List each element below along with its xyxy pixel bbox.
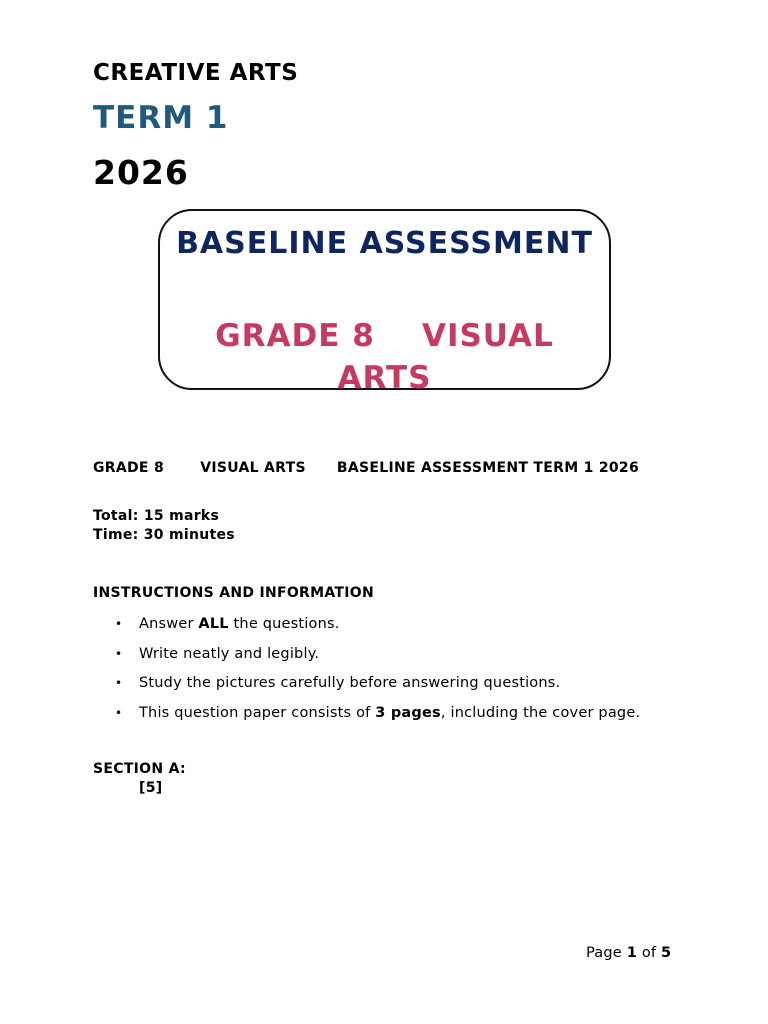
assessment-title-box-content — [160, 211, 609, 396]
bullet-icon: • — [115, 617, 123, 631]
instruction-text-part: , including the cover page. — [440, 704, 641, 721]
instructions-list — [93, 614, 693, 732]
total-pages: 5 — [661, 945, 672, 961]
assessment-type-title: BASELINE ASSESSMENT — [176, 226, 593, 261]
section-a-marks: [5] — [139, 780, 163, 796]
assessment-title-box — [158, 209, 611, 396]
instruction-text — [139, 703, 640, 723]
bullet-icon: • — [115, 676, 123, 690]
instruction-text-part: Write neatly and legibly. — [139, 645, 320, 662]
subject-title: CREATIVE ARTS — [93, 60, 299, 86]
current-page: 1 — [626, 945, 638, 961]
list-item — [93, 644, 693, 674]
instruction-text-part: This question paper consists of — [139, 704, 376, 721]
instruction-text — [139, 673, 560, 693]
year-label: 2026 — [93, 153, 189, 192]
list-item — [93, 673, 693, 703]
section-a-title: SECTION A: — [93, 761, 186, 777]
instruction-text-part: Study the pictures carefully before answering questions. — [139, 675, 561, 691]
instruction-text-part: Answer — [139, 616, 199, 632]
time-allowed: Time: 30 minutes — [93, 527, 235, 543]
term-label: TERM 1 — [93, 100, 229, 136]
instruction-text-part: the questions. — [228, 616, 340, 632]
list-item — [93, 614, 693, 644]
grade-subject-title: GRADE 8 VISUAL ARTS — [215, 318, 566, 396]
bullet-icon: • — [115, 705, 123, 720]
instructions-heading: INSTRUCTIONS AND INFORMATION — [93, 585, 374, 601]
list-item — [93, 703, 693, 733]
instruction-emphasis: ALL — [198, 616, 229, 632]
bullet-icon: • — [115, 646, 123, 661]
page-word: Page — [586, 945, 627, 961]
total-marks: Total: 15 marks — [93, 508, 220, 524]
of-word: of — [637, 945, 662, 961]
instruction-text — [139, 644, 319, 664]
instruction-text — [139, 614, 340, 634]
marks-and-time — [93, 507, 235, 545]
instruction-emphasis: 3 pages — [375, 704, 441, 721]
page-number — [586, 945, 671, 961]
paper-info-line: GRADE 8 VISUAL ARTS BASELINE ASSESSMENT TERM 1 2026 — [93, 460, 640, 476]
